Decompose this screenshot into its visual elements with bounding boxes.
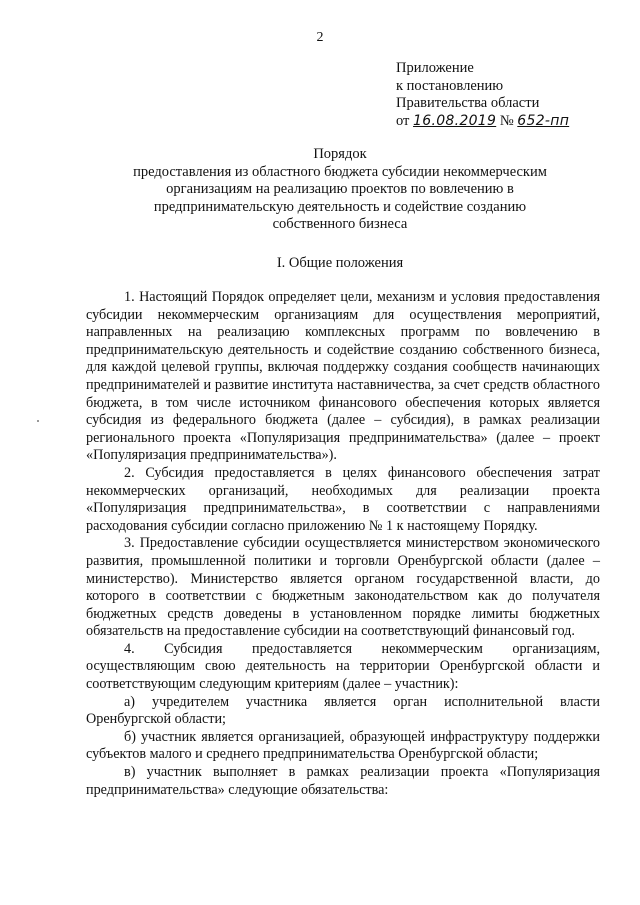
- paragraph-2: 2. Субсидия предоставляется в целях финансового обеспечения затрат некоммерческих организаций, необходимых для реализации проекта «Популяризация предпринимательства», в соответствии с направлениями расходования субсидии согласно приложению № 1 к настоящему Порядку.: [86, 464, 600, 534]
- date-prefix: от: [396, 112, 410, 129]
- margin-mark: [37, 420, 39, 422]
- paragraph-1: 1. Настоящий Порядок определяет цели, механизм и условия предоставления субсидии некоммерческим организациям для осуществления мероприятий, направленных на реализацию комплексных программ по вовлечению в предпринимательскую деятельность и содействие созданию собственного бизнеса, для каждой целевой группы, включая поддержку создания сообществ начинающих предпринимателей и развитие института наставничества, за счет средств областного бюджета, в том числе источником финансового обеспечения которых является субсидия из федерального бюджета (далее – субсидия), в рамках реализации регионального проекта «Популяризация предпринимательства» (далее – проект «Популяризация предпринимательства»).: [86, 289, 600, 464]
- paragraph-3: 3. Предоставление субсидии осуществляется министерством экономического развития, промышленной политики и торговли Оренбургской области (далее – министерство). Министерство является органом государственной власти, до которого в соответствии с бюджетным законодательством как до получателя бюджетных средств доведены в установленном порядке лимиты бюджетных обязательств на предоставление субсидии на соответствующий финансовый год.: [86, 535, 600, 640]
- page-number: 2: [316, 30, 324, 45]
- number-prefix: №: [499, 112, 514, 129]
- title-line-2: организациям на реализацию проектов по вовлечению в: [166, 181, 514, 198]
- appendix-date-line: [396, 113, 569, 131]
- title-line-3: предпринимательскую деятельность и содействие созданию: [153, 198, 527, 215]
- title-line-4: собственного бизнеса: [272, 216, 408, 233]
- document-title: [80, 146, 600, 234]
- paragraph-4: 4. Субсидия предоставляется некоммерческим организациям, осуществляющим свою деятельность на территории Оренбургской области и соответствующим следующим критериям (далее – участник):: [86, 640, 600, 693]
- paragraph-4b: б) участник является организацией, образующей инфраструктуру поддержки субъектов малого и среднего предпринимательства Оренбургской области;: [86, 728, 600, 763]
- title-heading: Порядок: [313, 146, 367, 162]
- appendix-line-1: Приложение: [396, 60, 474, 76]
- number-value: 652-пп: [517, 112, 570, 129]
- section-heading: I. Общие положения: [276, 255, 404, 271]
- body-text: [86, 289, 600, 799]
- appendix-line-2: к постановлению: [396, 77, 504, 94]
- appendix-line-3: Правительства области: [396, 95, 540, 111]
- title-line-1: предоставления из областного бюджета субсидии некоммерческим: [133, 163, 547, 180]
- date-value: 16.08.2019: [413, 112, 497, 129]
- paragraph-4a: а) учредителем участника является орган исполнительной власти Оренбургской области;: [86, 693, 600, 728]
- paragraph-4c: в) участник выполняет в рамках реализации проекта «Популяризация предпринимательства» следующие обязательства:: [86, 764, 600, 798]
- appendix-block: [396, 60, 569, 130]
